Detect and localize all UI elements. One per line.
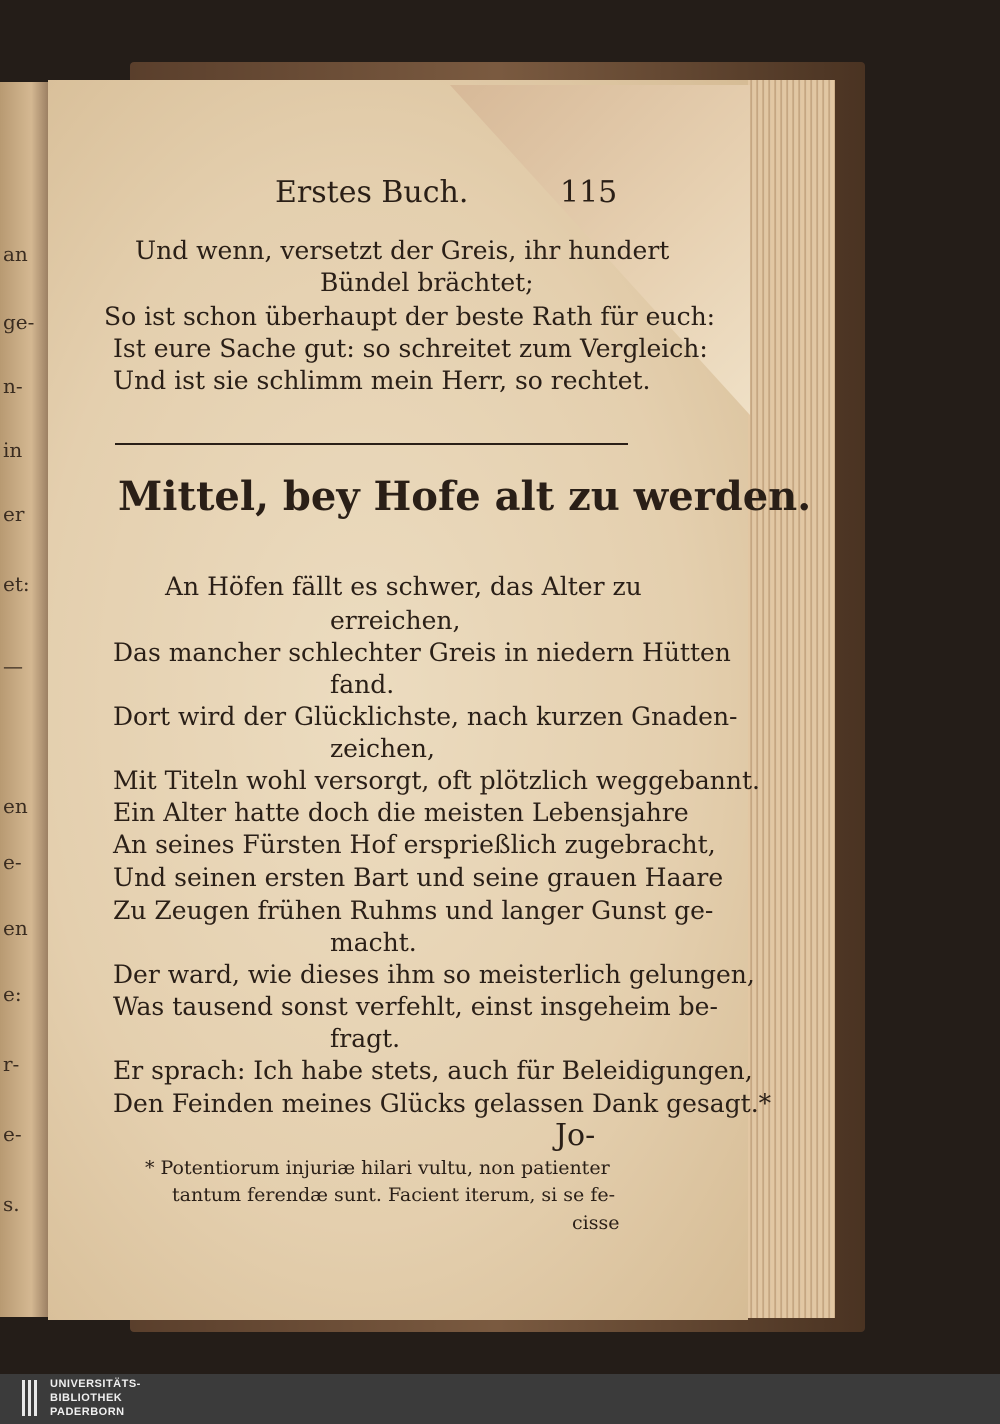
left-page-fragment: r- bbox=[3, 1052, 20, 1076]
left-page-fragment: e- bbox=[3, 850, 22, 874]
section-divider bbox=[115, 443, 628, 445]
poem2-line: Und seinen ersten Bart und seine grauen Haare bbox=[113, 863, 724, 892]
poem2-line: Das mancher schlechter Greis in niedern Hütten bbox=[113, 638, 731, 667]
footer-line: BIBLIOTHEK bbox=[50, 1392, 123, 1404]
poem2-line: An seines Fürsten Hof ersprießlich zugebracht, bbox=[113, 830, 716, 859]
poem1-line: Bündel brächtet; bbox=[320, 268, 534, 297]
poem2-line: Was tausend sonst verfehlt, einst insgeheim be- bbox=[113, 992, 718, 1021]
footer-line: UNIVERSITÄTS- bbox=[50, 1378, 141, 1390]
footer-line: PADERBORN bbox=[50, 1406, 125, 1418]
library-logo-icon bbox=[22, 1380, 40, 1416]
left-page-fragment: an bbox=[3, 242, 28, 266]
left-page-fragment: en bbox=[3, 794, 28, 818]
left-page-fragment: s. bbox=[3, 1192, 20, 1216]
left-page-fragment: — bbox=[3, 654, 23, 678]
left-page-fragment: in bbox=[3, 438, 23, 462]
poem2-line: fand. bbox=[330, 670, 395, 699]
page-number: 115 bbox=[560, 175, 618, 210]
catchword: Jo- bbox=[555, 1118, 596, 1153]
poem1-line: Und wenn, versetzt der Greis, ihr hundert bbox=[135, 236, 670, 265]
left-page-fragment: e: bbox=[3, 982, 22, 1006]
poem2-line: zeichen, bbox=[330, 734, 435, 763]
footnote-line: tantum ferendæ sunt. Facient iterum, si se fe- bbox=[172, 1184, 616, 1206]
poem2-line: Der ward, wie dieses ihm so meisterlich gelungen, bbox=[113, 960, 755, 989]
poem2-line: Mit Titeln wohl versorgt, oft plötzlich weggebannt. bbox=[113, 766, 760, 795]
poem1-line: Und ist sie schlimm mein Herr, so rechtet. bbox=[113, 366, 651, 395]
page-edges bbox=[735, 80, 835, 1318]
poem1-line: So ist schon überhaupt der beste Rath für euch: bbox=[104, 302, 716, 331]
poem2-line: fragt. bbox=[330, 1024, 401, 1053]
left-page-fragment: er bbox=[3, 502, 25, 526]
poem2-line: Ein Alter hatte doch die meisten Lebensjahre bbox=[113, 798, 689, 827]
poem2-line: Dort wird der Glücklichste, nach kurzen Gnaden- bbox=[113, 702, 738, 731]
footnote-line: cisse bbox=[572, 1212, 620, 1234]
poem2-line: macht. bbox=[330, 928, 417, 957]
poem2-line: erreichen, bbox=[330, 606, 461, 635]
poem-title: Mittel, bey Hofe alt zu werden. bbox=[118, 473, 812, 520]
poem1-line: Ist eure Sache gut: so schreitet zum Vergleich: bbox=[113, 334, 708, 363]
poem2-line: An Höfen fällt es schwer, das Alter zu bbox=[165, 572, 642, 601]
poem2-line: Zu Zeugen frühen Ruhms und langer Gunst ge- bbox=[113, 896, 714, 925]
running-head: Erstes Buch. bbox=[275, 175, 469, 210]
left-page-fragment: et: bbox=[3, 572, 30, 596]
left-page-fragment: e- bbox=[3, 1122, 22, 1146]
poem2-line: Den Feinden meines Glücks gelassen Dank gesagt.* bbox=[113, 1089, 772, 1118]
left-page-fragment: n- bbox=[3, 374, 23, 398]
footer-bar bbox=[0, 1374, 1000, 1424]
poem2-line: Er sprach: Ich habe stets, auch für Beleidigungen, bbox=[113, 1056, 753, 1085]
footnote-line: * Potentiorum injuriæ hilari vultu, non patienter bbox=[145, 1157, 610, 1179]
left-page-fragment: ge- bbox=[3, 310, 35, 334]
left-page bbox=[0, 82, 52, 1317]
left-page-fragment: en bbox=[3, 916, 28, 940]
